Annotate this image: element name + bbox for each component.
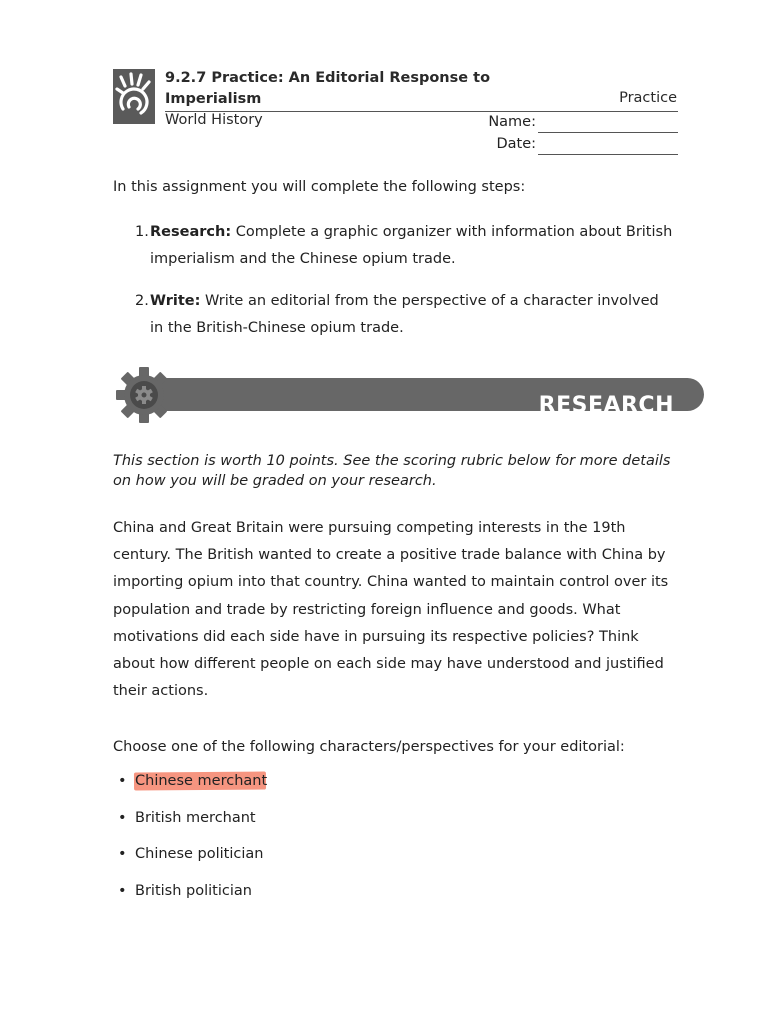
steps-list bbox=[113, 219, 673, 357]
step-item bbox=[113, 219, 673, 273]
choose-prompt: Choose one of the following characters/perspectives for your editorial: bbox=[113, 739, 625, 755]
name-label: Name: bbox=[488, 114, 536, 130]
name-field[interactable] bbox=[538, 132, 678, 133]
intro-text: In this assignment you will complete the following steps: bbox=[113, 179, 526, 195]
context-paragraph: China and Great Britain were pursuing competing interests in the 19th century. The British wanted to create a positive trade balance with China by importing opium into that country. China wanted to maintain control over its population and trade by restricting foreign influence and goods. What motivations did each side have in pursuing its respective policies? Think about how different people on each side may have understood and justified their actions. bbox=[113, 520, 669, 700]
page-title: 9.2.7 Practice: An Editorial Response to Imperialism bbox=[165, 70, 491, 107]
step-text: Complete a graphic organizer with information about British imperialism and the Chinese opium trade. bbox=[150, 224, 673, 267]
list-item: • Chinese politician bbox=[118, 846, 264, 862]
scoring-note: This section is worth 10 points. See the scoring rubric below for more details on how you will be graded on your research. bbox=[113, 453, 671, 489]
step-number: 2. bbox=[135, 293, 149, 309]
step-text: Write an editorial from the perspective of a character involved in the British-Chinese opium trade. bbox=[150, 293, 659, 336]
step-number: 1. bbox=[135, 224, 149, 240]
list-item: • British merchant bbox=[118, 809, 256, 826]
step-label: Write: bbox=[150, 293, 201, 309]
character-option: Chinese politician bbox=[135, 846, 264, 862]
banner-bar bbox=[149, 378, 704, 418]
character-list bbox=[113, 770, 267, 916]
assignment-type-label: Practice bbox=[619, 90, 677, 106]
step-label: Research: bbox=[150, 224, 232, 240]
gear-icon bbox=[115, 366, 173, 424]
list-item: • British politician bbox=[118, 882, 252, 899]
character-option: Chinese merchant bbox=[135, 773, 268, 789]
date-label: Date: bbox=[496, 136, 536, 152]
school-logo-icon bbox=[113, 69, 155, 124]
date-field[interactable] bbox=[538, 154, 678, 155]
step-item bbox=[113, 288, 673, 342]
research-banner bbox=[115, 366, 705, 424]
character-option: British politician bbox=[135, 882, 252, 899]
course-name: World History bbox=[165, 112, 263, 128]
list-item: • Chinese merchant bbox=[118, 773, 268, 789]
banner-label: RESEARCH bbox=[538, 393, 674, 418]
character-option: British merchant bbox=[135, 809, 256, 826]
